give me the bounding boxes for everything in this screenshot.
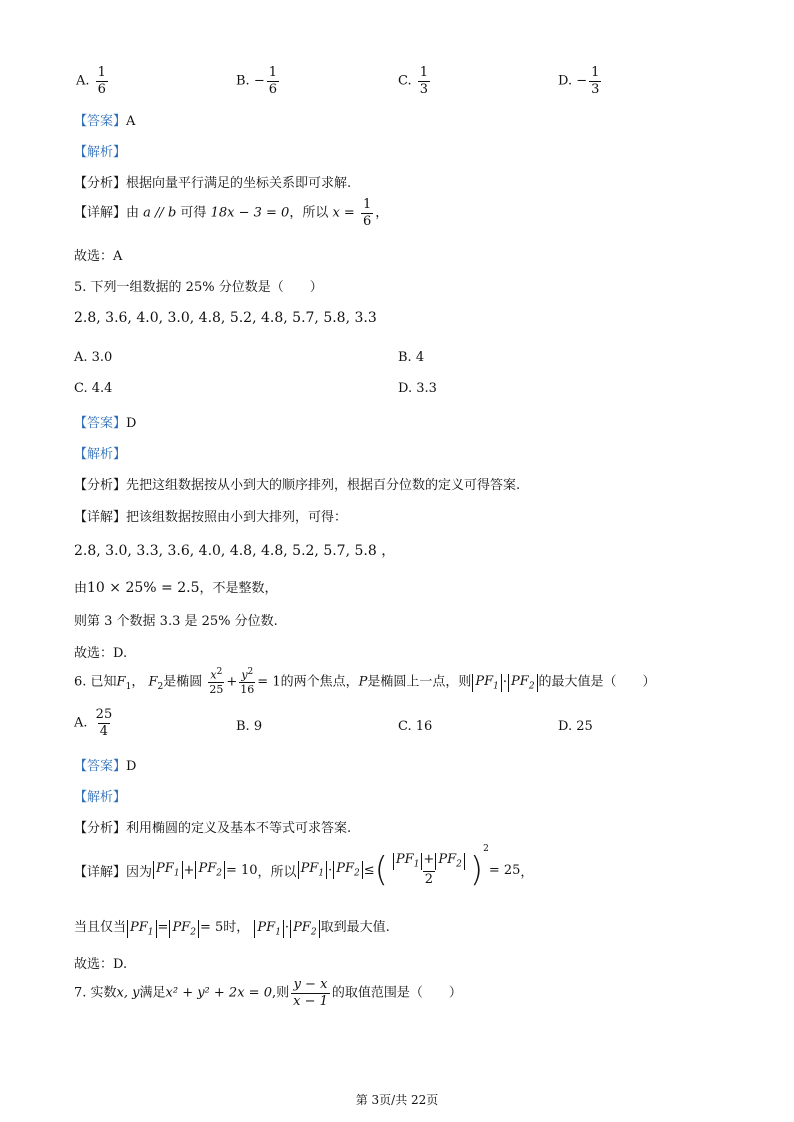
q5-fenxi: 【分析】先把这组数据按从小到大的顺序排列，根据百分位数的定义可得答案. [74, 478, 521, 493]
q5-analysis-tag: 【解析】 [74, 447, 127, 462]
q5-sorted-data: 2.8, 3.0, 3.3, 3.6, 4.0, 4.8, 4.8, 5.2, 5.7, 5.8 ， [74, 543, 396, 559]
q4-detail: 【详解】由 a // b 可得 18x − 3 = 0，所以 x = $\frac{1}{6}$ ， [74, 197, 389, 229]
q5-stem: 5. 下列一组数据的 25% 分位数是（ ） [74, 280, 323, 295]
q4-option-d: D. − $\frac{1}{3}$ [558, 65, 600, 97]
q6-detail: 【详解】 因为 $PF_1$ + $PF_2$ = 10 ，所以 $PF_1$ · $PF_2$ ≤ ( $\frac{PF_1 + PF_2}{2}$ ) $^2$ = 25 ， [74, 844, 534, 890]
q6-choose: 故选：D. [74, 957, 128, 972]
q7-stem: 7. 实数x, y满足x² + y² + 2x = 0,则 $\frac{y - x}{x - 1}$ 的取值范围是（ ） [74, 977, 462, 1009]
q6-analysis-tag: 【解析】 [74, 790, 127, 805]
q5-option-d: D. 3.3 [398, 381, 437, 396]
q6-equality-condition: 当且仅当 $PF_1 = PF_2 = 5$时， $PF_1 \cdot PF_2$ 取到最大值. [74, 920, 390, 938]
q6-stem: 6. 已知$F_1$， $F_2$是椭圆 $\frac{x^2}{25}$ + $\frac{y^2}{16}$ = 1的两个焦点，P是椭圆上一点，则 $PF_1 \cdot PF_2$ 的最大值是（ ） [74, 667, 656, 697]
q5-option-a: A. 3.0 [74, 350, 113, 365]
q6-fenxi: 【分析】利用椭圆的定义及基本不等式可求答案. [74, 821, 352, 836]
page-footer: 第 3页/共 22页 [355, 1093, 439, 1107]
q4-choose: 故选：A [74, 249, 123, 264]
q5-choose: 故选：D. [74, 646, 128, 661]
q5-answer: 【答案】D [74, 416, 137, 431]
q5-detail: 【详解】把该组数据按照由小到大排列，可得： [74, 510, 348, 525]
q4-answer: 【答案】A [74, 114, 136, 129]
q5-conclusion: 则第 3 个数据 3.3 是 25% 分位数. [74, 614, 278, 629]
q4-option-a: A. $\frac{1}{6}$ [76, 65, 106, 97]
q4-analysis-tag: 【解析】 [74, 145, 127, 160]
q6-answer: 【答案】D [74, 759, 137, 774]
q5-calc: 由10 × 25% = 2.5，不是整数， [74, 580, 278, 596]
q6-option-c: C. 16 [398, 719, 433, 734]
q6-option-b: B. 9 [236, 719, 263, 734]
q4-fenxi: 【分析】根据向量平行满足的坐标关系即可求解. [74, 176, 352, 191]
q6-option-d: D. 25 [558, 719, 593, 734]
q4-option-b: B. − $\frac{1}{6}$ [236, 65, 278, 97]
fraction: $\frac{1}{6}$ [97, 65, 106, 97]
q4-option-c: C. $\frac{1}{3}$ [398, 65, 429, 97]
q5-option-b: B. 4 [398, 350, 425, 365]
q5-option-c: C. 4.4 [74, 381, 113, 396]
q6-option-a: A. $\frac{25}{4}$ [74, 707, 113, 739]
q5-data: 2.8, 3.6, 4.0, 3.0, 4.8, 5.2, 4.8, 5.7, 5.8, 3.3 [74, 310, 377, 326]
